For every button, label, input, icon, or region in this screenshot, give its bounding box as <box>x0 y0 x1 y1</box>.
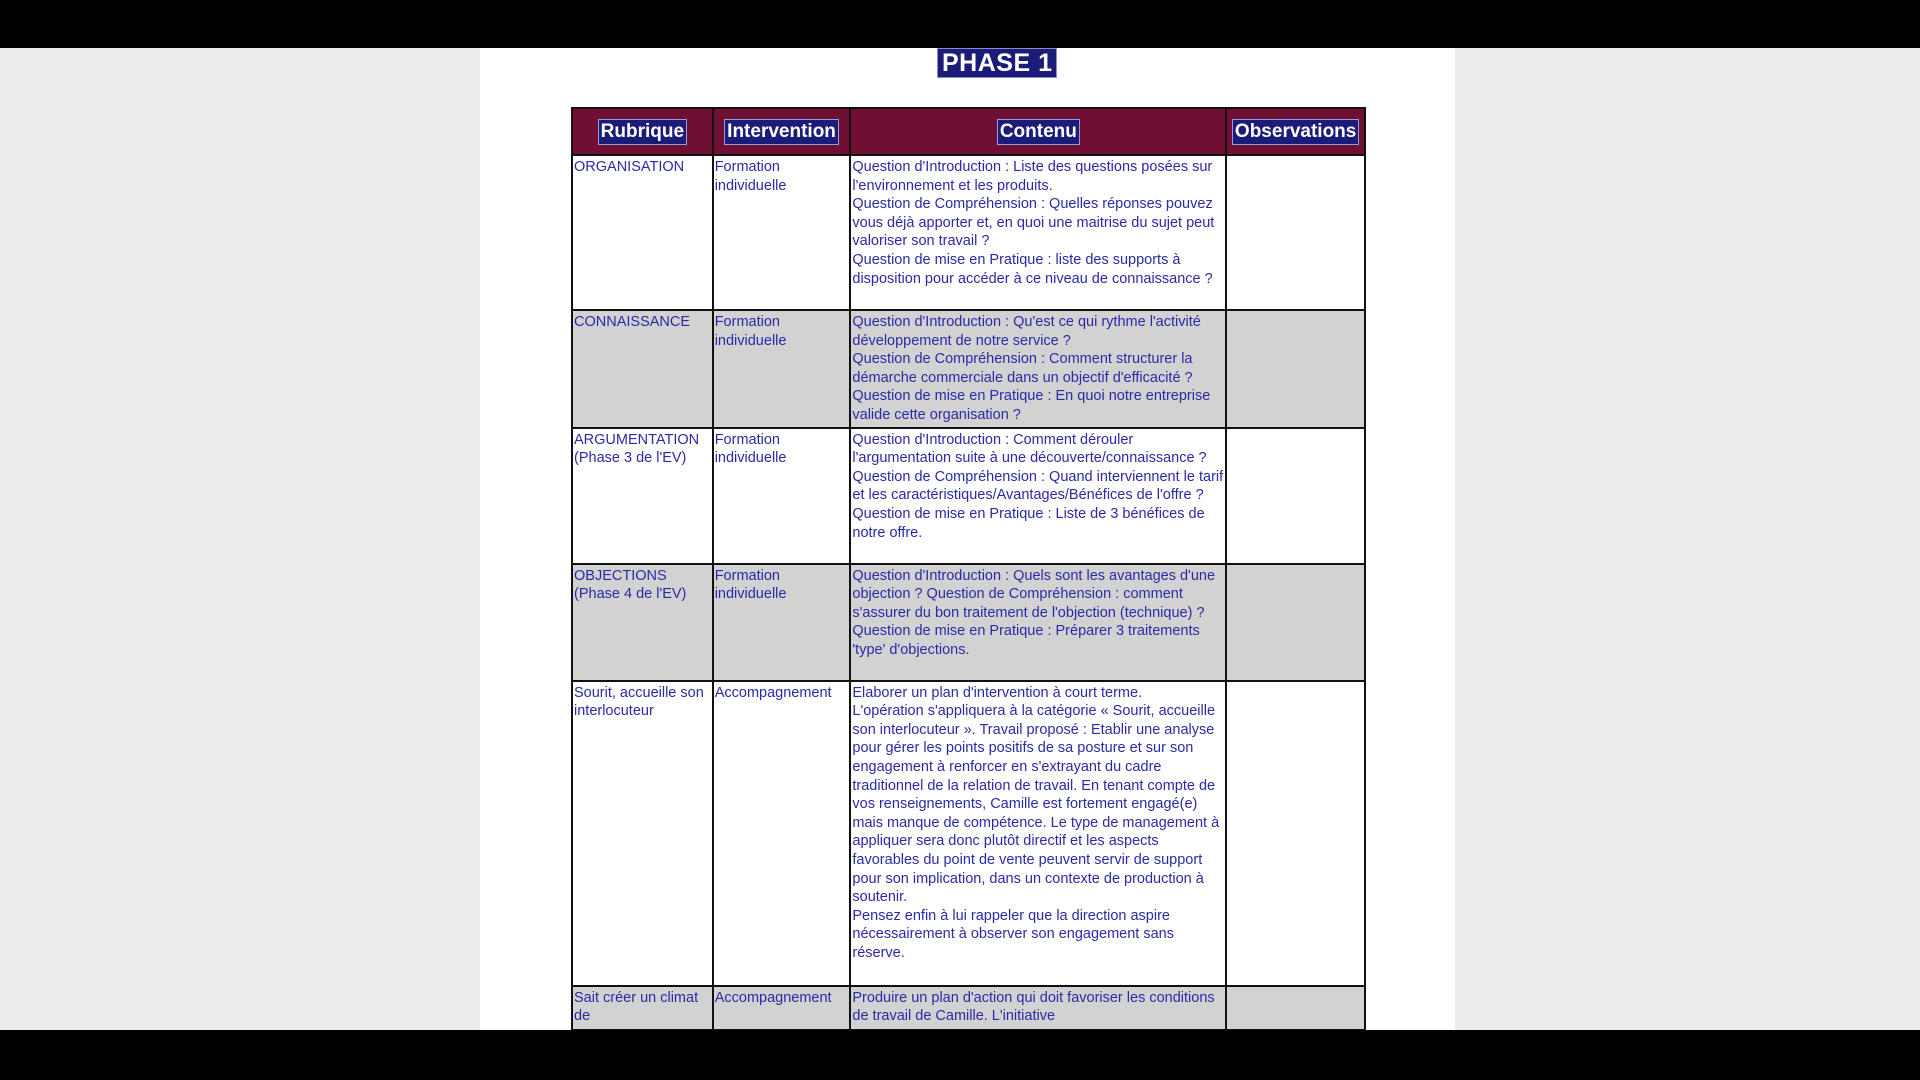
header-intervention: Intervention <box>713 108 851 155</box>
contenu-paragraph: Question d'Introduction : Comment dérouler l'argumentation suite à une découverte/connaissance ? Question de Compréhension : Quand interviennent le tarif et les caractéristiques/Avantages/Bénéfices de l'offre ? Question de mise en Pratique : Liste de 3 bénéfices de notre offre. <box>852 431 1224 541</box>
cell-contenu <box>850 310 1226 428</box>
document-viewport[interactable] <box>0 48 1920 1030</box>
cell-intervention: Accompagnement <box>713 681 851 986</box>
contenu-paragraph: Question d'Introduction : Qu'est ce qui rythme l'activité développement de notre service ? <box>852 314 1201 349</box>
phase-table <box>571 107 1366 1030</box>
cell-intervention: Formation individuelle <box>713 564 851 681</box>
cell-rubrique: OBJECTIONS (Phase 4 de l'EV) <box>572 564 713 681</box>
cell-intervention: Formation individuelle <box>713 428 851 564</box>
cell-contenu <box>850 428 1226 564</box>
contenu-paragraph: Question d'Introduction : Liste des questions posées sur l'environnement et les produits. <box>852 159 1213 194</box>
cell-intervention: Formation individuelle <box>713 155 851 310</box>
table-body <box>572 155 1365 1030</box>
table-row <box>572 986 1365 1030</box>
table-row <box>572 428 1365 564</box>
table-row <box>572 681 1365 986</box>
contenu-paragraph: L'opération s'appliquera à la catégorie « Sourit, accueille son interlocuteur ». Travail proposé : Etablir une analyse pour gérer les points positifs de sa posture et sur son engagement à renforcer en s'extrayant du cadre traditionnel de la relation de travail. En tenant compte de vos renseignements, Camille est fortement engagé(e) mais manque de compétence. Le type de management à appliquer sera donc plutôt directif et les aspects favorables du point de vente peuvent servir de support pour son implication, dans un contexte de production à soutenir. <box>852 703 1220 906</box>
cell-observations <box>1226 564 1365 681</box>
cell-contenu <box>850 155 1226 310</box>
cell-contenu <box>850 986 1226 1030</box>
cell-observations <box>1226 986 1365 1030</box>
contenu-paragraph: Question de mise en Pratique : liste des supports à disposition pour accéder à ce niveau de connaissance ? <box>852 251 1213 287</box>
contenu-paragraph: Question d'Introduction : Quels sont les avantages d'une objection ? Question de Compréhension : comment s'assurer du bon traitement de l'objection (technique) ? Question de mise en Pratique : Préparer 3 traitements 'type' d'objections. <box>852 567 1216 658</box>
cell-rubrique: ARGUMENTATION (Phase 3 de l'EV) <box>572 428 713 564</box>
cell-observations <box>1226 681 1365 986</box>
contenu-paragraph: Elaborer un plan d'intervention à court terme. <box>852 684 1143 701</box>
cell-intervention: Accompagnement <box>713 986 851 1030</box>
contenu-paragraph: Question de Compréhension : Comment structurer la démarche commerciale dans un objectif d'efficacité ? Question de mise en Pratique : En quoi notre entreprise valide cette organisation ? <box>852 351 1211 423</box>
cell-observations <box>1226 310 1365 428</box>
header-contenu: Contenu <box>850 108 1226 155</box>
cell-intervention: Formation individuelle <box>713 310 851 428</box>
table-row <box>572 564 1365 681</box>
cell-observations <box>1226 428 1365 564</box>
contenu-paragraph: Pensez enfin à lui rappeler que la direction aspire nécessairement à observer son engagement sans réserve. <box>852 907 1174 961</box>
header-rubrique: Rubrique <box>572 108 713 155</box>
table-row <box>572 155 1365 310</box>
cell-contenu <box>850 564 1226 681</box>
cell-rubrique: Sourit, accueille son interlocuteur <box>572 681 713 986</box>
cell-rubrique: Sait créer un climat de <box>572 986 713 1030</box>
table-header-row <box>572 108 1365 155</box>
cell-rubrique: ORGANISATION <box>572 155 713 310</box>
header-observations: Observations <box>1226 108 1365 155</box>
table-row <box>572 310 1365 428</box>
contenu-paragraph: Produire un plan d'action qui doit favoriser les conditions de travail de Camille. L'initiative <box>852 989 1215 1025</box>
contenu-paragraph: Question de Compréhension : Quelles réponses pouvez vous déjà apporter et, en quoi une maitrise du sujet peut valoriser son travail ? <box>852 196 1215 250</box>
cell-rubrique: CONNAISSANCE <box>572 310 713 428</box>
cell-observations <box>1226 155 1365 310</box>
cell-contenu <box>850 681 1226 986</box>
phase-title: PHASE 1 <box>937 48 1057 78</box>
